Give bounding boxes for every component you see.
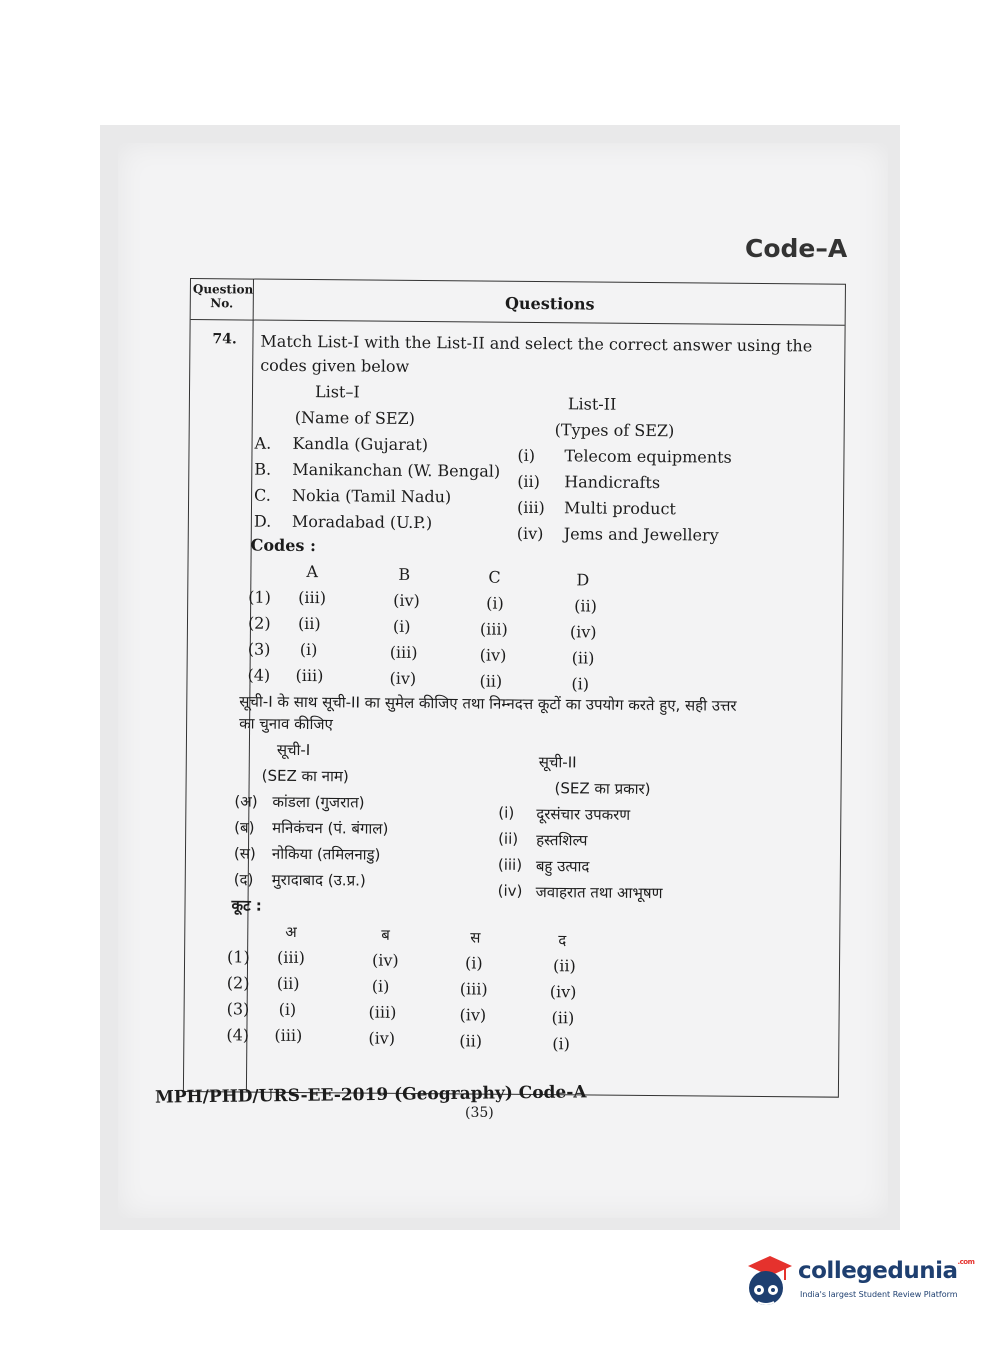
hindi-list1-key: (द) bbox=[233, 870, 254, 889]
code-option: (3) bbox=[247, 639, 271, 659]
list2-key: (iv) bbox=[516, 523, 544, 544]
code-cell: (i) bbox=[392, 616, 411, 636]
column-divider bbox=[246, 280, 254, 1092]
hindi-code-option: (4) bbox=[226, 1025, 250, 1045]
list1-item: Kandla (Gujarat) bbox=[292, 433, 429, 455]
list1-key: C. bbox=[254, 485, 271, 505]
list2-title: List-II bbox=[567, 394, 617, 414]
hindi-code-option: (1) bbox=[226, 947, 250, 967]
hindi-code-cell: (i) bbox=[278, 999, 297, 1019]
hindi-list1-key: (अ) bbox=[234, 792, 258, 811]
hindi-list2-subtitle: (SEZ का प्रकार) bbox=[554, 779, 651, 799]
code-cell: (iv) bbox=[569, 622, 597, 642]
hindi-code-cell: (iv) bbox=[371, 950, 399, 970]
code-cell: (ii) bbox=[297, 613, 321, 634]
code-cell: (iii) bbox=[295, 665, 324, 686]
hindi-code-header: द bbox=[558, 931, 567, 950]
hindi-list1-item: मनिकंचन (पं. बंगाल) bbox=[272, 818, 389, 838]
hindi-code-cell: (i) bbox=[552, 1034, 571, 1054]
hindi-code-option: (3) bbox=[226, 999, 250, 1019]
brand-name: collegedunia$^{.com}$ bbox=[798, 1258, 975, 1284]
hindi-code-cell: (i) bbox=[371, 976, 390, 996]
hindi-list1-item: कांडला (गुजरात) bbox=[272, 792, 365, 812]
question-number: 74. bbox=[212, 331, 237, 348]
code-cell: (ii) bbox=[479, 671, 503, 691]
header-questions: Questions bbox=[504, 293, 595, 314]
list2-item: Jems and Jewellery bbox=[563, 524, 719, 545]
hindi-list2-item: जवाहरात तथा आभूषण bbox=[535, 883, 663, 903]
code-cell: (ii) bbox=[571, 648, 595, 668]
hindi-code-cell: (i) bbox=[464, 953, 483, 973]
code-cell: (i) bbox=[299, 639, 318, 660]
code-cell: (i) bbox=[486, 593, 504, 613]
hindi-list2-key: (i) bbox=[498, 803, 515, 822]
footer-code: MPH/PHD/URS-EE-2019 (Geography) Code-A bbox=[154, 1082, 587, 1108]
code-header: A bbox=[306, 562, 319, 582]
list2-subtitle: (Types of SEZ) bbox=[554, 420, 675, 441]
code-cell: (iii) bbox=[479, 619, 508, 639]
hindi-list2-item: हस्तशिल्प bbox=[536, 831, 588, 850]
hindi-stem-line-2: का चुनाव कीजिए bbox=[239, 714, 333, 734]
code-cell: (iv) bbox=[393, 590, 420, 611]
code-label: Code–A bbox=[745, 234, 848, 263]
collegedunia-logo bbox=[740, 1250, 975, 1315]
code-cell: (iv) bbox=[389, 668, 417, 688]
question-table bbox=[183, 278, 846, 1098]
list1-key: B. bbox=[254, 459, 272, 479]
hindi-code-cell: (ii) bbox=[459, 1031, 483, 1051]
list2-key: (ii) bbox=[517, 471, 541, 492]
hindi-code-cell: (iii) bbox=[276, 947, 306, 968]
stem-line-1: Match List-I with the List-II and select the correct answer using the bbox=[260, 331, 813, 356]
hindi-code-cell: (iv) bbox=[549, 982, 577, 1002]
code-header: D bbox=[576, 570, 590, 590]
header-divider bbox=[191, 319, 845, 326]
hindi-list1-item: मुरादाबाद (उ.प्र.) bbox=[271, 870, 366, 890]
hindi-list2-key: (ii) bbox=[498, 829, 519, 848]
code-cell: (iii) bbox=[389, 642, 418, 662]
list2-key: (iii) bbox=[516, 497, 545, 518]
hindi-code-cell: (iii) bbox=[368, 1002, 397, 1022]
hindi-list1-subtitle: (SEZ का नाम) bbox=[261, 766, 349, 786]
code-cell: (i) bbox=[571, 674, 590, 694]
codes-label: Codes : bbox=[250, 535, 317, 556]
code-option: (1) bbox=[248, 587, 271, 607]
list2-item: Multi product bbox=[563, 498, 676, 519]
code-option: (4) bbox=[247, 665, 271, 685]
question-body bbox=[226, 331, 841, 1054]
hindi-list2-key: (iii) bbox=[497, 855, 523, 874]
list1-item: Nokia (Tamil Nadu) bbox=[292, 485, 452, 507]
header-question-no: Question No. bbox=[192, 282, 254, 311]
list1-item: Moradabad (U.P.) bbox=[291, 511, 433, 533]
list2-item: Handicrafts bbox=[564, 472, 661, 493]
hindi-code-option: (2) bbox=[226, 973, 250, 993]
list1-subtitle: (Name of SEZ) bbox=[294, 407, 416, 428]
code-cell: (iii) bbox=[298, 587, 327, 608]
page-number: (35) bbox=[465, 1105, 494, 1121]
hindi-list2-item: बहु उत्पाद bbox=[535, 857, 590, 876]
hindi-list2-key: (iv) bbox=[497, 881, 523, 900]
hindi-list1-key: (ब) bbox=[234, 818, 255, 837]
hindi-code-cell: (iii) bbox=[459, 979, 488, 999]
hindi-code-cell: (ii) bbox=[551, 1008, 575, 1028]
hindi-code-header: ब bbox=[381, 925, 390, 944]
hindi-code-cell: (ii) bbox=[276, 973, 300, 993]
hindi-stem-line-1: सूची-I के साथ सूची-II का सुमेल कीजिए तथा निम्नदत्त कूटों का उपयोग करते हुए, सही उत्तर bbox=[239, 692, 737, 715]
code-cell: (ii) bbox=[574, 596, 597, 616]
list1-key: D. bbox=[253, 511, 272, 531]
hindi-code-header: स bbox=[470, 928, 481, 947]
hindi-code-cell: (iii) bbox=[274, 1025, 303, 1046]
hindi-list1-key: (स) bbox=[233, 844, 256, 863]
hindi-list1-item: नोकिया (तमिलनाडु) bbox=[271, 844, 381, 864]
code-header: C bbox=[488, 567, 501, 587]
code-header: B bbox=[398, 564, 411, 584]
code-cell: (iv) bbox=[479, 645, 507, 665]
hindi-list1-title: सूची-I bbox=[276, 740, 311, 760]
hindi-list2-item: दूरसंचार उपकरण bbox=[536, 805, 631, 824]
graduate-mascot-icon bbox=[740, 1254, 792, 1310]
code-option: (2) bbox=[247, 613, 271, 633]
hindi-code-cell: (iv) bbox=[459, 1005, 487, 1025]
list2-item: Telecom equipments bbox=[564, 446, 732, 467]
list1-item: Manikanchan (W. Bengal) bbox=[292, 459, 501, 481]
brand-tagline: India's largest Student Review Platform bbox=[800, 1290, 958, 1299]
hindi-code-cell: (ii) bbox=[552, 956, 576, 976]
list1-key: A. bbox=[254, 433, 272, 453]
hindi-codes-label: कूट : bbox=[231, 896, 262, 915]
stem-line-2: codes given below bbox=[260, 355, 410, 376]
hindi-list2-title: सूची-II bbox=[538, 753, 577, 772]
list2-key: (i) bbox=[517, 445, 536, 466]
list1-title: List–I bbox=[314, 382, 360, 402]
hindi-code-header: अ bbox=[285, 922, 297, 941]
hindi-code-cell: (iv) bbox=[368, 1028, 396, 1048]
